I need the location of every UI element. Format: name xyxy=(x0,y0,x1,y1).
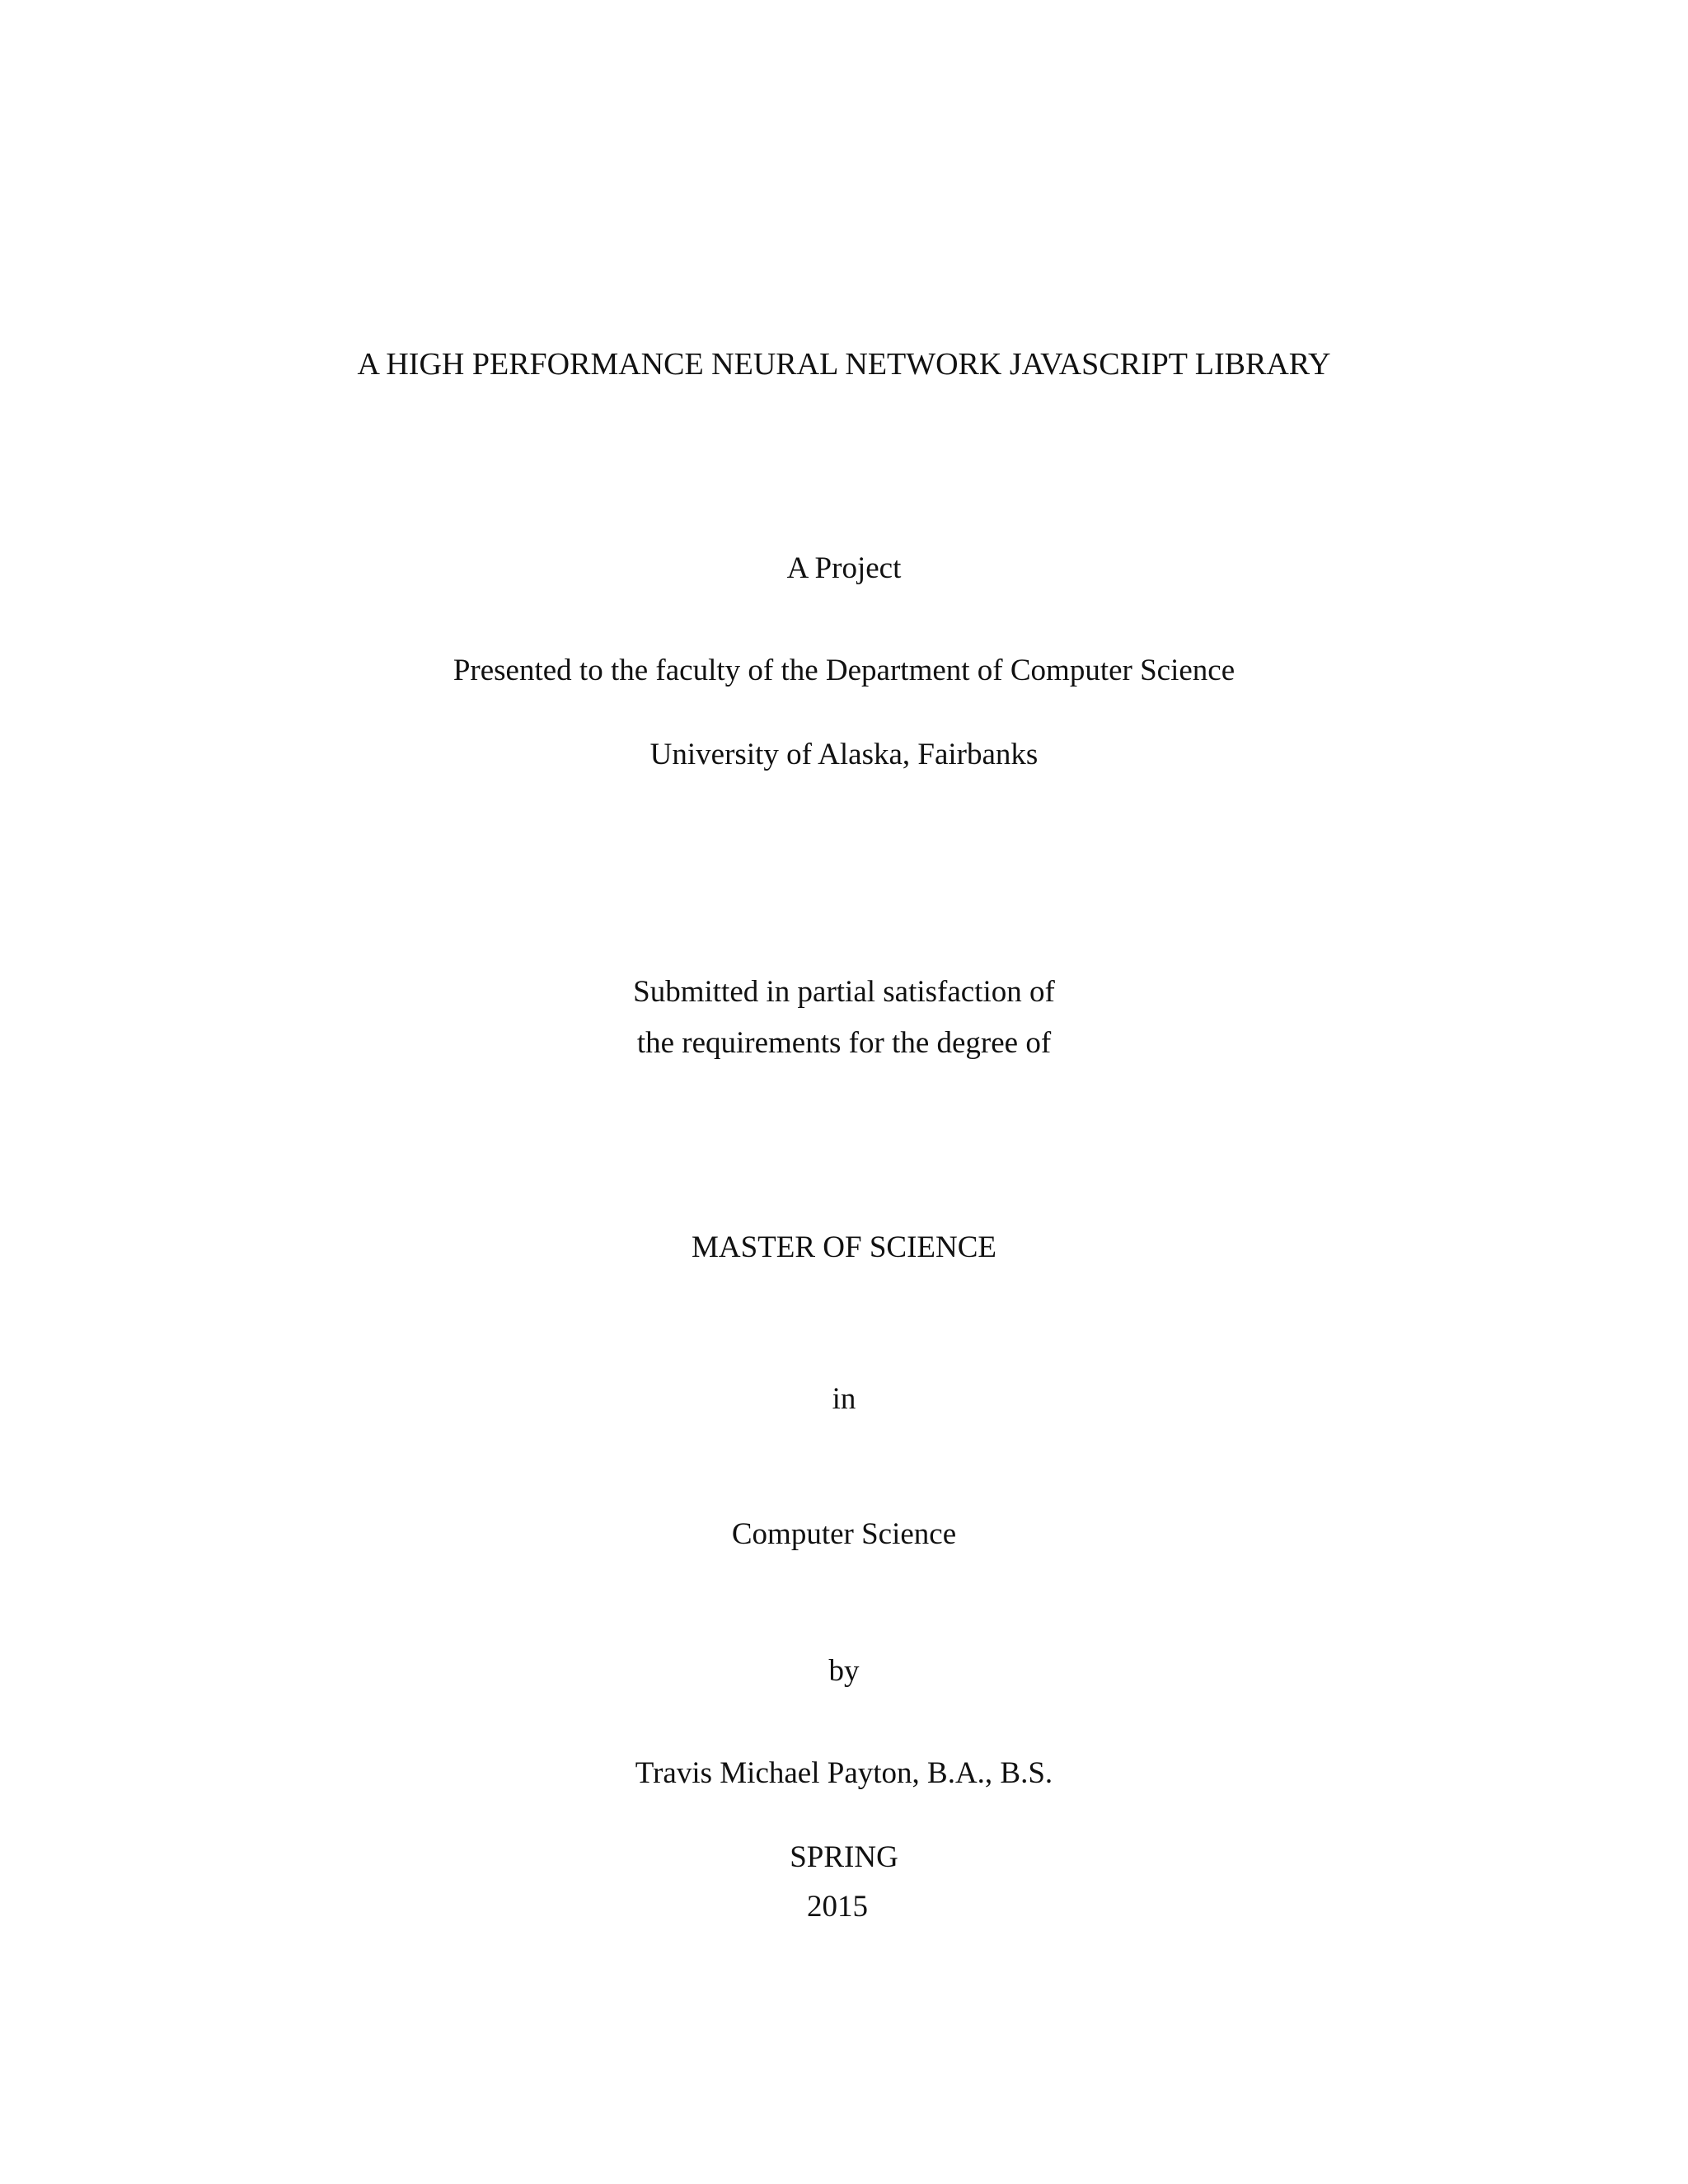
term-year: 2015 xyxy=(807,1890,868,1924)
university-name: University of Alaska, Fairbanks xyxy=(649,738,1039,771)
project-label: A Project xyxy=(786,551,902,585)
document-title: A HIGH PERFORMANCE NEURAL NETWORK JAVASCRIPT LIBRARY xyxy=(357,347,1331,382)
term-season: SPRING xyxy=(790,1840,898,1874)
degree-name: MASTER OF SCIENCE xyxy=(691,1230,997,1264)
submission-statement-line-1: Submitted in partial satisfaction of xyxy=(633,975,1055,1009)
presented-to-line: Presented to the faculty of the Department of Computer Science xyxy=(452,654,1236,687)
by-connector: by xyxy=(828,1654,860,1688)
submission-statement-line-2: the requirements for the degree of xyxy=(636,1026,1052,1060)
field-of-study: Computer Science xyxy=(731,1517,957,1551)
author-name: Travis Michael Payton, B.A., B.S. xyxy=(635,1756,1053,1790)
in-connector: in xyxy=(832,1382,856,1416)
